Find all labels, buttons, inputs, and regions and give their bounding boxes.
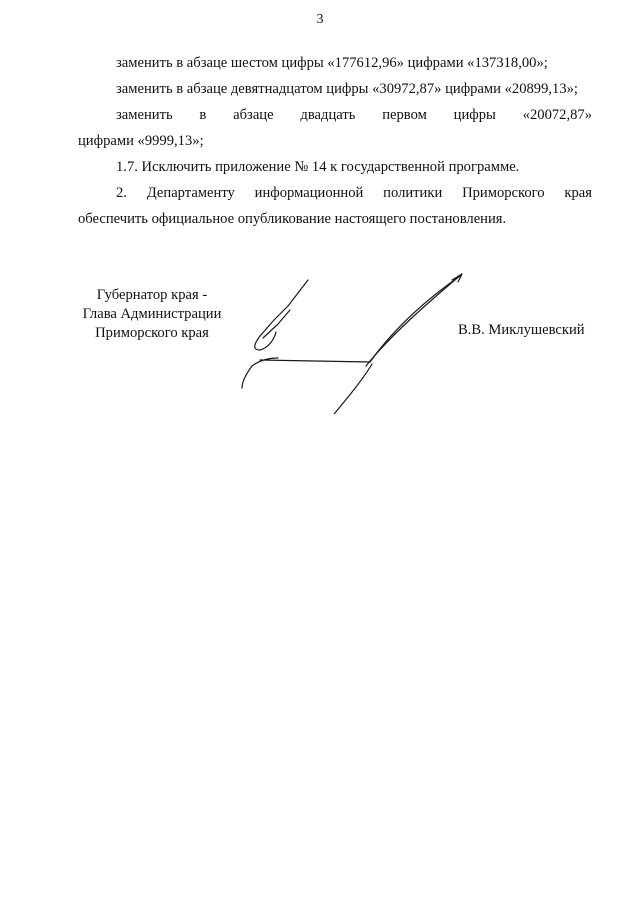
paragraph-amend-nineteenth: заменить в абзаце девятнадцатом цифры «30972,87» цифрами «20899,13»; (116, 81, 578, 97)
paragraph-exclude-appendix: 1.7. Исключить приложение № 14 к государственной программе. (116, 159, 520, 175)
paragraph-department-publication: 2. Департаменту информационной политики Приморского края (116, 185, 592, 201)
signer-title-line: Губернатор края - (96, 287, 208, 303)
signature-block (0, 284, 640, 424)
signer-name: В.В. Миклушевский (458, 322, 585, 338)
page-number: 3 (316, 12, 324, 27)
paragraph-amend-twenty-first: заменить в абзаце двадцать первом цифры «20072,87» (116, 107, 592, 123)
signer-title-line: Приморского края (95, 325, 209, 341)
signer-title (72, 286, 232, 343)
paragraph-department-publication-cont: обеспечить официальное опубликование настоящего постановления. (78, 211, 507, 227)
paragraph-amend-twenty-first-cont: цифрами «9999,13»; (78, 133, 204, 149)
signer-title-line: Глава Администрации (82, 306, 222, 322)
handwritten-signature (230, 254, 480, 414)
paragraph-amend-sixth: заменить в абзаце шестом цифры «177612,96» цифрами «137318,00»; (116, 55, 548, 71)
document-body (78, 50, 592, 232)
